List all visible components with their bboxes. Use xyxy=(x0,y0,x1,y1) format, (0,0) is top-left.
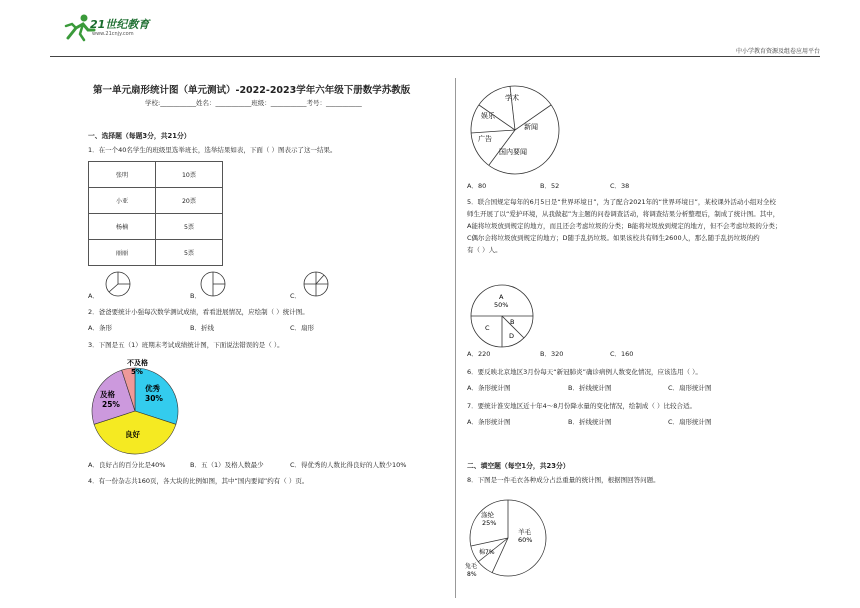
student-info-line: 学校:___________姓名：___________班级：___________考号：___________ xyxy=(145,99,362,107)
pie-label-c: C xyxy=(485,324,490,332)
q5-survey-pie xyxy=(465,282,545,352)
section-fill-title: 二、填空题（每空1分，共23分） xyxy=(467,462,570,470)
q3-text: 3．下图是五（1）班期末考试成绩统计图，下面说法错误的是（ ）。 xyxy=(88,341,284,349)
q6-text: 6．要反映北京地区3月份每天“新冠肺炎”确诊病例人数变化情况，应该选用（ ）。 xyxy=(467,368,702,376)
q6-option-c[interactable]: C．扇形统计图 xyxy=(668,384,712,392)
q1-option-a[interactable]: A． xyxy=(88,292,99,300)
q2-option-c[interactable]: C．扇形 xyxy=(290,324,315,332)
pie-label-fail: 不及格 xyxy=(127,359,148,367)
table-cell: 小亚 xyxy=(89,188,156,214)
pie-label-academic: 学术 xyxy=(505,94,519,102)
q3-option-a[interactable]: A．良好占的百分比是40% xyxy=(88,461,166,469)
q4-magazine-pie xyxy=(465,80,565,180)
table-cell: 5票 xyxy=(156,214,223,240)
q5-line: A能将垃圾放到规定的地方，而且还会考虑垃圾的分类；B能将垃圾放到规定的地方，但不会考虑垃圾的分类； xyxy=(467,222,782,230)
table-cell: 20票 xyxy=(156,188,223,214)
q4-option-b[interactable]: B．52 xyxy=(540,182,560,190)
pie-label-excellent: 优秀 xyxy=(145,384,160,393)
pie-label-wool-pct: 60% xyxy=(518,536,533,544)
q1-option-c[interactable]: C． xyxy=(290,292,302,300)
q7-option-c[interactable]: C．扇形统计图 xyxy=(668,418,712,426)
table-row xyxy=(89,188,223,214)
q5-line: C偶尔会将垃圾放到规定的地方；D随手乱扔垃圾。如果该校共有师生2600人，那么随手乱扔垃圾的约 xyxy=(467,234,760,242)
q5-text xyxy=(467,196,807,256)
q1-text: 1．在一个40名学生的班级里选举班长，选举结果如表，下面（ ）图表示了这一结果。 xyxy=(88,146,337,154)
q1-option-b[interactable]: B． xyxy=(190,292,201,300)
section-choice-title: 一、选择题（每题3分，共21分） xyxy=(88,132,191,140)
pie-label-a: A xyxy=(499,293,504,301)
q5-option-c[interactable]: C．160 xyxy=(610,350,634,358)
q4-option-a[interactable]: A．80 xyxy=(467,182,487,190)
pie-label-ads: 广告 xyxy=(478,135,492,143)
pie-label-domestic-news: 国内要闻 xyxy=(499,148,527,156)
platform-name: 中小学教育资源及组卷应用平台 xyxy=(735,48,820,55)
q5-line: 有（ ）人。 xyxy=(467,246,502,254)
pie-label-polyester-pct: 25% xyxy=(482,519,497,527)
q5-line: 师生开展了以“爱护环境，从我做起”为主题的问卷调查活动，将调查结果分析整理后，制成了统计图。其中， xyxy=(467,210,780,218)
pie-option-b xyxy=(201,272,225,296)
table-cell: 5票 xyxy=(156,240,223,266)
q3-option-b[interactable]: B．五（1）及格人数最少 xyxy=(190,461,264,469)
q5-option-b[interactable]: B．320 xyxy=(540,350,564,358)
q1-option-pies xyxy=(88,270,348,300)
pie-label-excellent-pct: 30% xyxy=(145,394,163,403)
q4-option-c[interactable]: C．38 xyxy=(610,182,630,190)
pie-option-a xyxy=(106,272,130,296)
page-title: 第一单元扇形统计图（单元测试）-2022-2023学年六年级下册数学苏教版 xyxy=(93,85,411,96)
table-row xyxy=(89,240,223,266)
pie-label-a-pct: 50% xyxy=(494,301,509,309)
q4-text: 4．有一份杂志共160页，各大块的比例如图，其中“国内要闻”约有（ ）页。 xyxy=(88,477,309,485)
q7-option-b[interactable]: B．折线统计图 xyxy=(568,418,612,426)
column-divider xyxy=(455,78,456,598)
logo-text: 21世纪教育 xyxy=(90,18,150,31)
pie-label-pass: 及格 xyxy=(100,390,115,399)
pie-label-polyester: 涤纶 xyxy=(481,511,494,519)
pie-option-c xyxy=(304,272,328,296)
q6-option-a[interactable]: A．条形统计图 xyxy=(467,384,511,392)
q5-line: 5．联合国规定每年的6月5日是“世界环境日”，为了配合2021年的“世界环境日”，某校课外活动小组对全校 xyxy=(467,198,776,206)
pie-label-pass-pct: 25% xyxy=(102,400,120,409)
q2-text: 2．爸爸要统计小强每次数学测试成绩，看看进展情况，应绘制（ ）统计图。 xyxy=(88,308,309,316)
pie-label-cotton: 棉7% xyxy=(479,549,495,556)
q2-option-a[interactable]: A．条形 xyxy=(88,324,112,332)
header-logo xyxy=(50,12,160,42)
logo-url: www.21cnjy.com xyxy=(92,31,134,37)
q2-option-b[interactable]: B．折线 xyxy=(190,324,214,332)
pie-label-fail-pct: 5% xyxy=(131,368,143,376)
q7-option-a[interactable]: A．条形统计图 xyxy=(467,418,511,426)
table-cell: 丽丽 xyxy=(89,240,156,266)
pie-label-entertainment: 娱乐 xyxy=(481,112,495,120)
q3-option-c[interactable]: C．得优秀的人数比得良好的人数少10% xyxy=(290,461,407,469)
table-cell: 10票 xyxy=(156,162,223,188)
table-cell: 杨楠 xyxy=(89,214,156,240)
pie-label-rabbit-hair-pct: 8% xyxy=(467,571,477,578)
pie-label-good: 良好 xyxy=(125,430,140,439)
pie-label-b: B xyxy=(510,318,515,326)
q3-grade-pie xyxy=(85,355,185,461)
header-rule xyxy=(50,56,820,57)
pie-label-wool: 羊毛 xyxy=(518,528,531,536)
table-row xyxy=(89,162,223,188)
q5-option-a[interactable]: A．220 xyxy=(467,350,491,358)
vote-table xyxy=(88,161,223,266)
pie-label-d: D xyxy=(509,332,515,340)
pie-label-news: 新闻 xyxy=(524,123,538,131)
q6-option-b[interactable]: B．折线统计图 xyxy=(568,384,612,392)
table-cell: 张明 xyxy=(89,162,156,188)
q7-text: 7．要统计淮安地区近十年4～8月份降水量的变化情况，绘制成（ ）比较合适。 xyxy=(467,402,696,410)
table-row xyxy=(89,214,223,240)
q8-text: 8．下图是一件毛衣各种成分占总重量的统计图，根据图回答问题。 xyxy=(467,476,660,484)
q8-sweater-pie xyxy=(460,490,550,580)
pie-label-rabbit-hair: 兔毛 xyxy=(465,563,478,570)
